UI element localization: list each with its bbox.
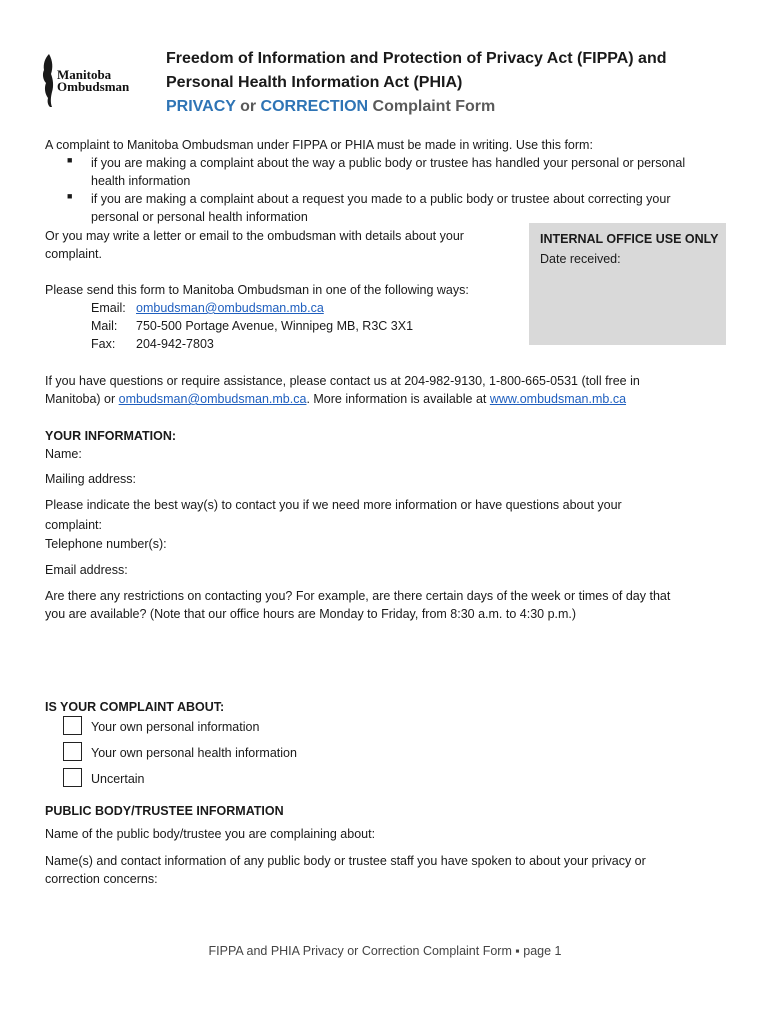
email-address-label: Email address: (45, 563, 128, 577)
logo-line-2: Ombudsman (57, 79, 130, 94)
staff-contact-line-2: correction concerns: (45, 872, 158, 886)
send-email-label: Email: (91, 301, 126, 315)
questions-line-1: If you have questions or require assistance, please contact us at 204-982-9130, 1-800-665-0531 (toll free in (45, 374, 640, 388)
page-footer: FIPPA and PHIA Privacy or Correction Complaint Form ▪ page 1 (208, 944, 562, 958)
complaint-about-heading: IS YOUR COMPLAINT ABOUT: (45, 700, 225, 714)
bullet-2-marker: ■ (67, 191, 73, 201)
send-email-link[interactable]: ombudsman@ombudsman.mb.ca (136, 301, 324, 315)
bullet-2-line-2: personal or personal health information (91, 210, 308, 224)
contact-way-line-1: Please indicate the best way(s) to contact you if we need more information or have questions about your (45, 498, 622, 512)
send-fax-label: Fax: (91, 337, 116, 351)
form-title-privacy: PRIVACY (166, 98, 236, 115)
bullet-1-line-1: if you are making a complaint about the way a public body or trustee has handled your personal or personal (91, 156, 686, 170)
letter-line-1: Or you may write a letter or email to the ombudsman with details about your (45, 229, 464, 243)
telephone-label: Telephone number(s): (45, 537, 167, 551)
letter-line-2: complaint. (45, 247, 102, 261)
questions-email-link[interactable]: ombudsman@ombudsman.mb.ca (118, 392, 307, 406)
intro-lead: A complaint to Manitoba Ombudsman under FIPPA or PHIA must be made in writing. Use this form: (45, 138, 593, 152)
questions-line-2 (45, 390, 626, 408)
bullet-2-line-1: if you are making a complaint about a request you made to a public body or trustee about correcting your (91, 192, 671, 206)
form-title (166, 96, 495, 118)
restrictions-line-2: you are available? (Note that our office hours are Monday to Friday, from 8:30 a.m. to 4:30 p.m.) (45, 607, 577, 621)
logo-line-1: Manitoba (57, 67, 112, 82)
name-label: Name: (45, 447, 82, 461)
office-box-heading: INTERNAL OFFICE USE ONLY (540, 232, 719, 246)
checkbox-personal-health-information[interactable] (63, 742, 82, 761)
send-lead: Please send this form to Manitoba Ombudsman in one of the following ways: (45, 283, 469, 297)
bullet-1-line-2: health information (91, 174, 191, 188)
questions-pre: Manitoba) or (45, 392, 119, 406)
date-received-label: Date received: (540, 252, 621, 266)
mailing-address-label: Mailing address: (45, 472, 137, 486)
bison-silhouette-icon (40, 52, 56, 108)
option-uncertain: Uncertain (91, 772, 145, 786)
send-mail-value: 750-500 Portage Avenue, Winnipeg MB, R3C 3X1 (136, 319, 414, 333)
title-line-1: Freedom of Information and Protection of Privacy Act (FIPPA) and (166, 50, 667, 67)
restrictions-line-1: Are there any restrictions on contacting you? For example, are there certain days of the week or times of day that (45, 589, 671, 603)
manitoba-ombudsman-logo (40, 52, 140, 108)
option-personal-health-information: Your own personal health information (91, 746, 297, 760)
public-body-heading: PUBLIC BODY/TRUSTEE INFORMATION (45, 804, 284, 818)
checkbox-uncertain[interactable] (63, 768, 82, 787)
checkbox-personal-information[interactable] (63, 716, 82, 735)
bullet-1-marker: ■ (67, 155, 73, 165)
form-title-rest: Complaint Form (368, 98, 496, 115)
form-title-correction: CORRECTION (260, 98, 369, 115)
questions-mid: . More information is available at (306, 392, 490, 406)
send-mail-label: Mail: (91, 319, 118, 333)
form-title-or: or (235, 98, 261, 115)
contact-way-line-2: complaint: (45, 518, 102, 532)
internal-office-box (529, 223, 726, 345)
your-information-heading: YOUR INFORMATION: (45, 429, 177, 443)
title-line-2: Personal Health Information Act (PHIA) (166, 74, 463, 91)
send-fax-value: 204-942-7803 (136, 337, 214, 351)
option-personal-information: Your own personal information (91, 720, 260, 734)
public-body-name-label: Name of the public body/trustee you are complaining about: (45, 827, 376, 841)
staff-contact-line-1: Name(s) and contact information of any public body or trustee staff you have spoken to about your privacy or (45, 854, 646, 868)
website-link[interactable]: www.ombudsman.mb.ca (489, 392, 627, 406)
